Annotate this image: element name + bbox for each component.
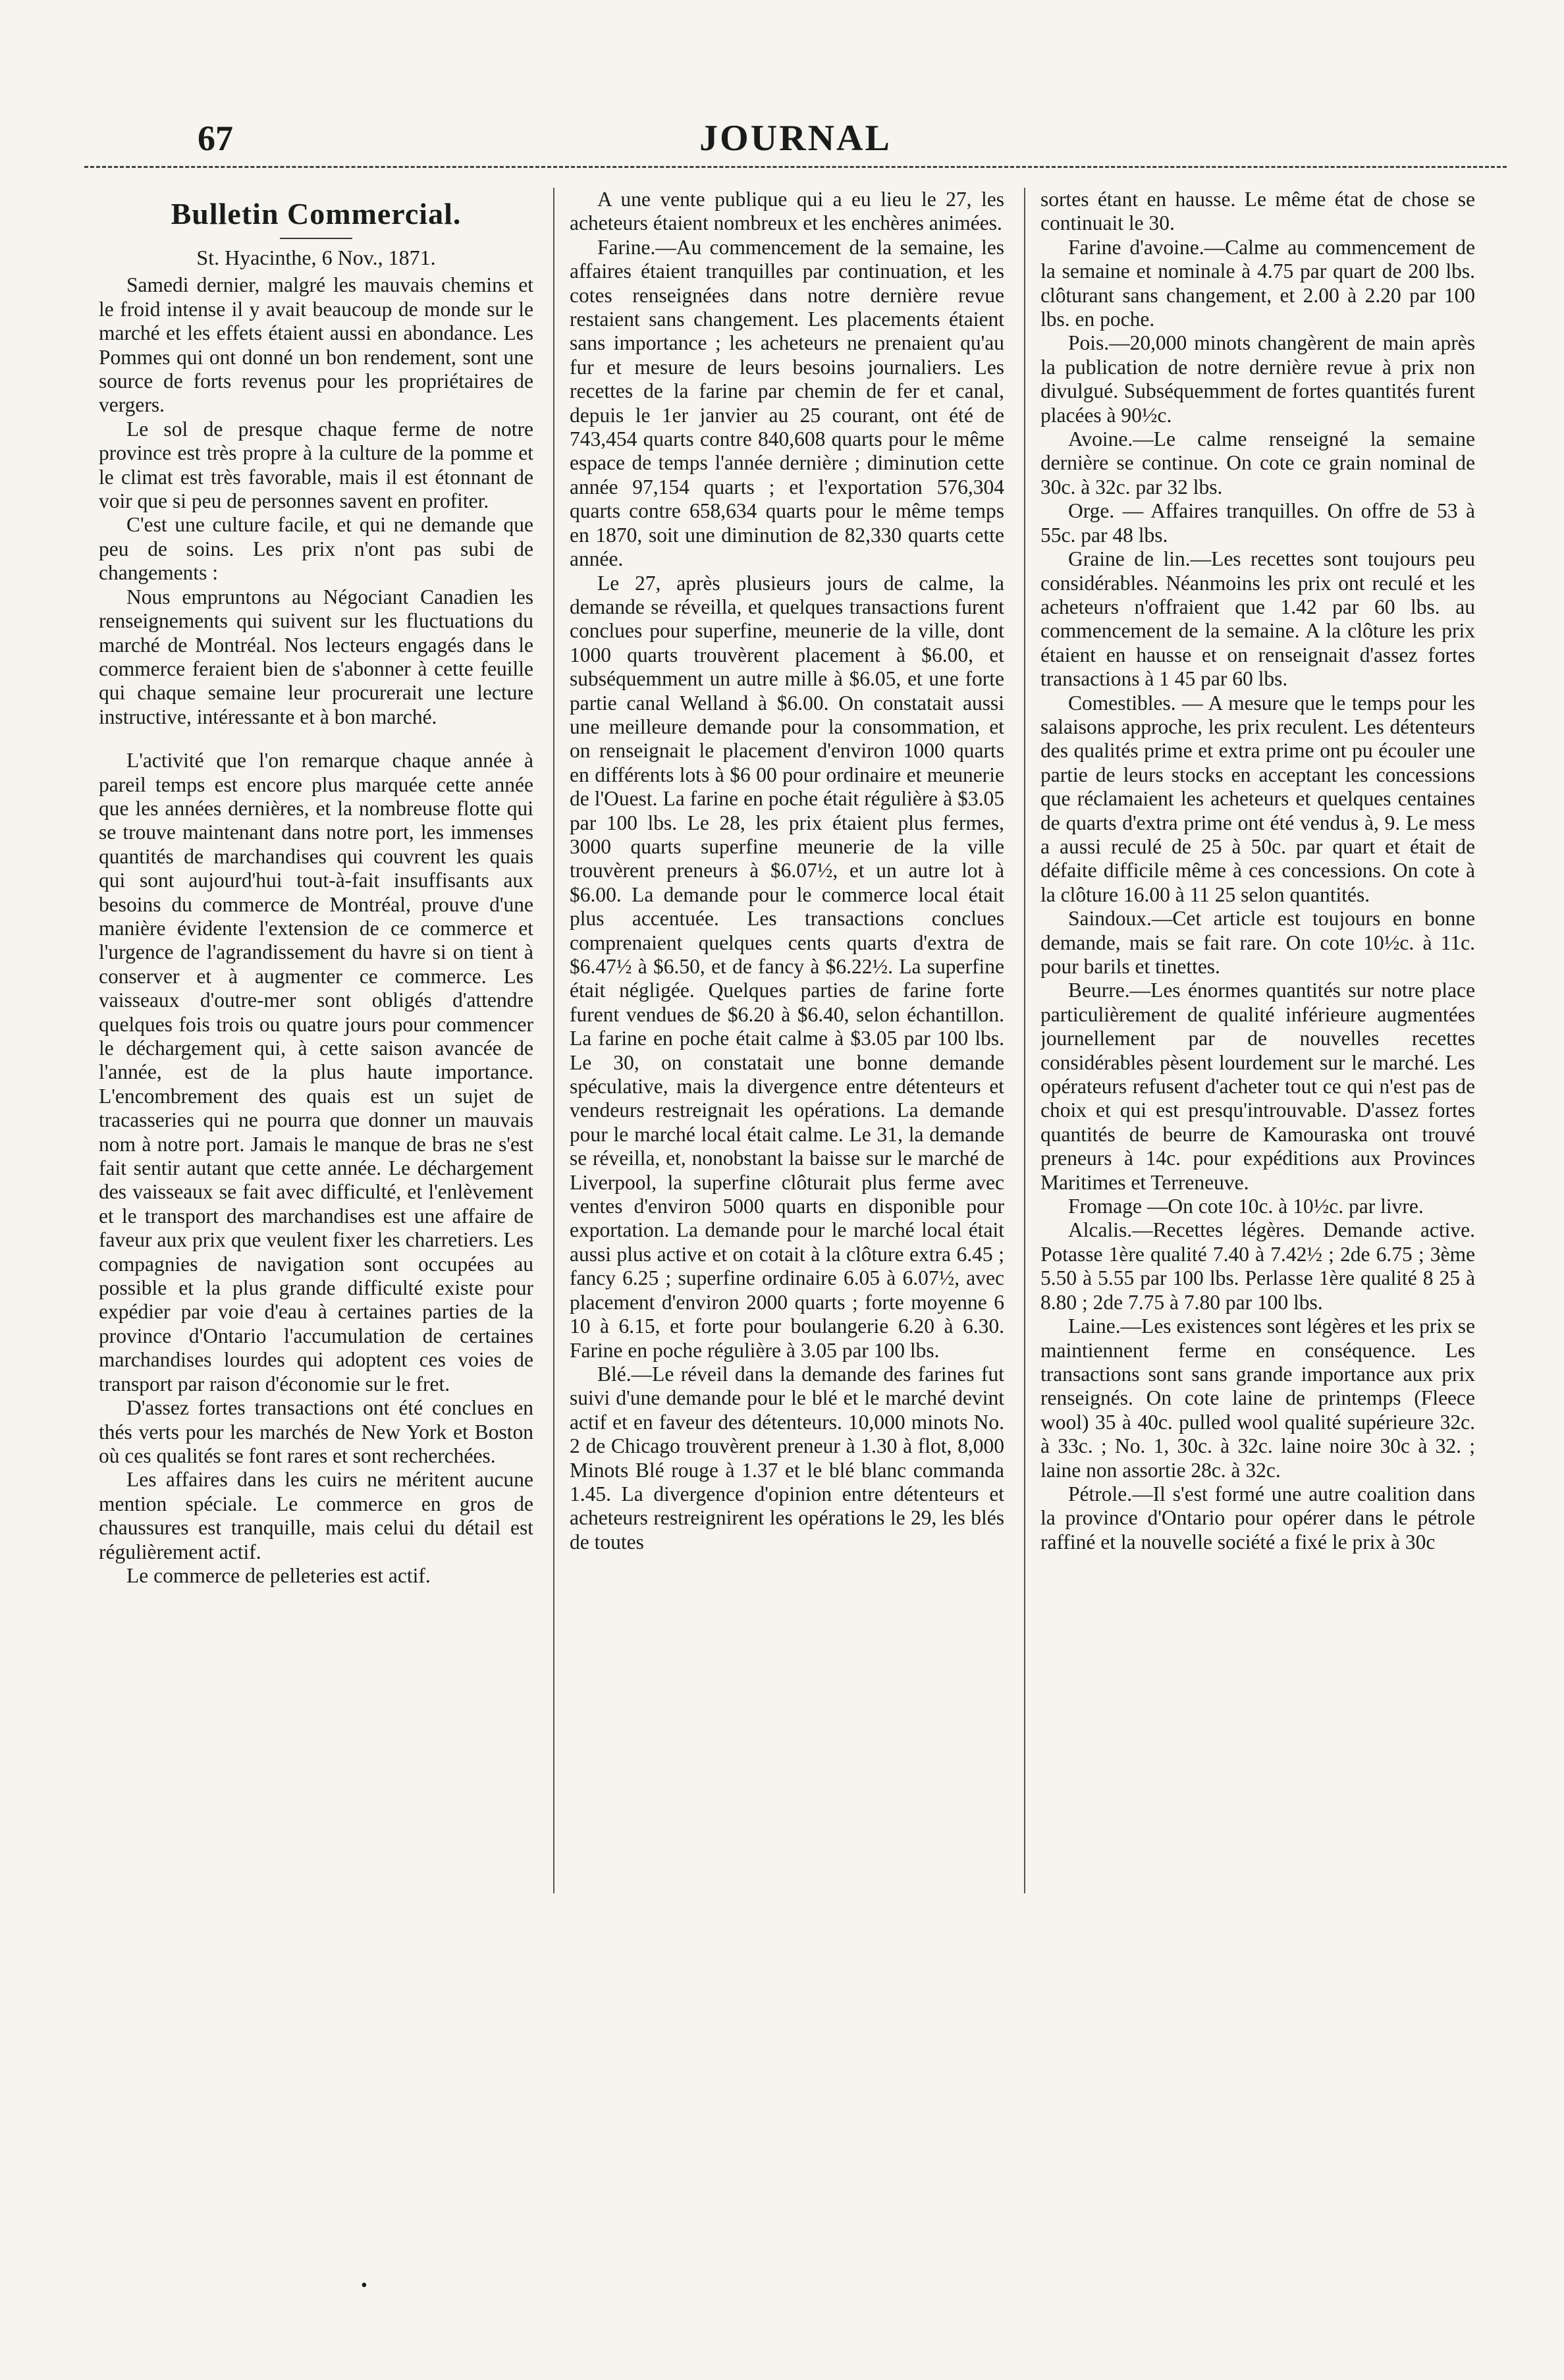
column-2	[570, 188, 1004, 2163]
paragraph: Pois.—20,000 minots changèrent de main après la publication de notre dernière revue à prix non divulgué. Subséquemment de fortes quantités furent placées à 90½c.	[1040, 331, 1475, 427]
paragraph: Avoine.—Le calme renseigné la semaine dernière se continue. On cote ce grain nominal de 30c. à 32c. par 32 lbs.	[1040, 427, 1475, 499]
paragraph: D'assez fortes transactions ont été conclues en thés verts pour les marchés de New York et Boston où ces qualités se font rares et sont recherchées.	[99, 1396, 533, 1467]
paragraph: Farine d'avoine.—Calme au commencement de la semaine et nominale à 4.75 par quart de 200 lbs. clôturant sans changement, et 2.00 à 2.20 par 100 lbs. en poche.	[1040, 235, 1475, 331]
paragraph: Saindoux.—Cet article est toujours en bonne demande, mais se fait rare. On cote 10½c. à 11c. pour barils et tinettes.	[1040, 907, 1475, 978]
column-3	[1040, 188, 1475, 2163]
paragraph: Le sol de presque chaque ferme de notre province est très propre à la culture de la pomme et le climat est très favorable, mais il est étonnant de voir que si peu de personnes savent en profiter.	[99, 417, 533, 513]
dateline: St. Hyacinthe, 6 Nov., 1871.	[196, 246, 436, 269]
page-header	[84, 112, 1507, 165]
paragraph: A une vente publique qui a eu lieu le 27, les acheteurs étaient nombreux et les enchères animées.	[570, 188, 1004, 235]
running-title: JOURNAL	[699, 118, 892, 159]
paragraph: Le 27, après plusieurs jours de calme, la demande se réveilla, et quelques transactions furent conclues pour superfine, meunerie de la ville, dont 1000 quarts trouvèrent placement à $6.00, et subséquemment un autre mille à $6.05, et une forte partie canal Welland à $6.00. On constatait aussi une meilleure demande pour la consommation, et on renseignait le placement d'environ 1000 quarts en différents lots à $6 00 pour ordinaire et meunerie de l'Ouest. La farine en poche était régulière à $3.05 par 100 lbs. Le 28, les prix étaient plus fermes, 3000 quarts superfine meunerie de la ville trouvèrent preneurs à $6.07½, et un autre lot à $6.00. La demande pour le commerce local était plus accentuée. Les transactions conclues comprenaient quelques cents quarts d'extra de $6.47½ à $6.50, et de fancy à $6.22½. La superfine était négligée. Quelques parties de farine forte furent vendues de $6.20 à $6.40, selon échantillon. La farine en poche était calme à $3.05 par 100 lbs. Le 30, on constatait une bonne demande spéculative, mais la divergence entre détenteurs et vendeurs restreignait les opérations. La demande pour le marché local était calme. Le 31, la demande se réveilla, et, nonobstant la baisse sur le marché de Liverpool, la superfine clôturait plus ferme avec ventes d'environ 5000 quarts en disponible pour exportation. La demande pour le marché local était aussi plus active et on cotait à la clôture extra 6.45 ; fancy 6.25 ; superfine ordinaire 6.05 à 6.07½, avec placement d'environ 2000 quarts ; forte moyenne 6 10 à 6.15, et forte pour boulangerie 6.20 à 6.30. Farine en poche régulière à 3.05 par 100 lbs.	[570, 571, 1004, 1362]
paragraph: Blé.—Le réveil dans la demande des farines fut suivi d'une demande pour le blé et le marché devint actif et en faveur des détenteurs. 10,000 minots No. 2 de Chicago trouvèrent preneur à 1.30 à flot, 8,000 Minots Blé rouge à 1.37 et le blé blanc commanda 1.45. La divergence d'opinion entre détenteurs et acheteurs restreignirent les opérations le 29, les blés de toutes	[570, 1362, 1004, 1554]
paragraph: Fromage —On cote 10c. à 10½c. par livre.	[1068, 1195, 1424, 1218]
paragraph: Alcalis.—Recettes légères. Demande active. Potasse 1ère qualité 7.40 à 7.42½ ; 2de 6.75 ; 3ème 5.50 à 5.55 par 100 lbs. Perlasse 1ère qualité 8 25 à 8.80 ; 2de 7.75 à 7.80 par 100 lbs.	[1040, 1218, 1475, 1314]
paragraph: Farine.—Au commencement de la semaine, les affaires étaient tranquilles par continuation, et les cotes renseignées dans notre dernière revue restaient sans changement. Les placements étaient sans importance ; les acheteurs ne prenaient qu'au fur et mesure de leurs besoins journaliers. Les recettes de la farine par chemin de fer et canal, depuis le 1er janvier au 25 courant, ont été de 743,454 quarts contre 840,608 quarts pour le même espace de temps l'année dernière ; diminution cette année 97,154 quarts ; et l'exportation 576,304 quarts contre 658,634 quarts pour le même temps en 1870, soit une diminution de 82,330 quarts cette année.	[570, 235, 1004, 571]
paragraph: Beurre.—Les énormes quantités sur notre place particulièrement de qualité inférieure augmentées journellement par de nouvelles recettes considérables pèsent lourdement sur le marché. Les opérateurs refusent d'acheter tout ce qui n'est pas de choix et qui est presqu'introuvable. D'assez fortes quantités de beurre de Kamouraska ont trouvé preneurs à 14c. pour expéditions aux Provinces Maritimes et Terreneuve.	[1040, 979, 1475, 1194]
paragraph: Samedi dernier, malgré les mauvais chemins et le froid intense il y avait beaucoup de monde sur le marché et les effets étaient aussi en abondance. Les Pommes qui ont donné un bon rendement, sont une source de forts revenus pour les propriétaires de vergers.	[99, 273, 533, 417]
footer-mark: •	[361, 2275, 367, 2296]
section-title: Bulletin Commercial.	[171, 197, 462, 230]
paragraph: Nous empruntons au Négociant Canadien les renseignements qui suivent sur les fluctuations du marché de Montréal. Nos lecteurs engagés dans le commerce feraient bien de s'abonner à cette feuille qui chaque semaine leur procurerait une lecture instructive, intéressante et à bon marché.	[99, 585, 533, 728]
page-number: 67	[198, 119, 233, 158]
column-1	[99, 188, 533, 2163]
column-rule	[1024, 188, 1025, 1893]
paragraph: Comestibles. — A mesure que le temps pour les salaisons approche, les prix reculent. Les détenteurs des qualités prime et extra prime ont pu écouler une partie de leurs stocks en acceptant les concessions que réclamaient les acheteurs et quelques centaines de quarts d'extra prime ont été vendus à, 9. Le mess a aussi reculé de 25 à 50c. par quart et était de défaite difficile même à ces concessions. On cote à la clôture 16.00 à 11 25 selon quantités.	[1040, 691, 1475, 906]
column-rule	[553, 188, 554, 1893]
header-rule	[84, 166, 1507, 168]
paragraph: Orge. — Affaires tranquilles. On offre de 53 à 55c. par 48 lbs.	[1040, 499, 1475, 547]
paragraph: Les affaires dans les cuirs ne méritent aucune mention spéciale. Le commerce en gros de chaussures est tranquille, mais celui du détail est régulièrement actif.	[99, 1468, 533, 1563]
paragraph: Pétrole.—Il s'est formé une autre coalition dans la province d'Ontario pour opérer dans le pétrole raffiné et la nouvelle société a fixé le prix à 30c	[1040, 1482, 1475, 1554]
paragraph: Le commerce de pelleteries est actif.	[126, 1563, 431, 1587]
paragraph: C'est une culture facile, et qui ne demande que peu de soins. Les prix n'ont pas subi de changements :	[99, 513, 533, 585]
paragraph: Graine de lin.—Les recettes sont toujours peu considérables. Néanmoins les prix ont reculé et les acheteurs n'offraient que 1.42 par 60 lbs. au commencement de la semaine. A la clôture les prix étaient en hausse et on renseignait d'assez fortes transactions à 1 45 par 60 lbs.	[1040, 547, 1475, 691]
paragraph: L'activité que l'on remarque chaque année à pareil temps est encore plus marquée cette année que les années dernières, et la nombreuse flotte qui se trouve maintenant dans notre port, les immenses quantités de marchandises qui couvrent les quais qui sont aujourd'hui tout-à-fait insuffisants aux besoins du commerce de Montréal, prouve d'une manière évidente l'extension de ce commerce et l'urgence de l'agrandissement du havre si on tient à conserver et à augmenter ce commerce. Les vaisseaux d'outre-mer sont obligés d'attendre quelques fois trois ou quatre jours pour commencer le déchargement qui, à cette saison avancée de l'année, est de la plus haute importance. L'encombrement des quais est un sujet de tracasseries qui ne pourra que donner un mauvais nom à notre port. Jamais le manque de bras ne s'est fait sentir autant que cette année. Le déchargement des vaisseaux se fait avec difficulté, et l'enlèvement et le transport des marchandises est une affaire de faveur aux prix que veulent fixer les charretiers. Les compagnies de navigation sont occupées au possible et la plus grande difficulté existe pour expédier par voie d'eau à certaines parties de la province d'Ontario l'accumulation de certaines marchandises lourdes qui adoptent ces voies de transport par raison d'économie sur le fret.	[99, 749, 533, 1395]
paragraph: Laine.—Les existences sont légères et les prix se maintiennent ferme en conséquence. Les transactions sont sans grande importance aux prix renseignés. On cote laine de printemps (Fleece wool) 35 à 40c. pulled wool qualité supérieure 32c. à 33c. ; No. 1, 30c. à 32c. laine noire 30c à 32. ; laine non assortie 28c. à 32c.	[1040, 1314, 1475, 1482]
paragraph: sortes étant en hausse. Le même état de chose se continuait le 30.	[1040, 188, 1475, 235]
columns	[99, 188, 1495, 2163]
title-rule	[280, 238, 352, 239]
